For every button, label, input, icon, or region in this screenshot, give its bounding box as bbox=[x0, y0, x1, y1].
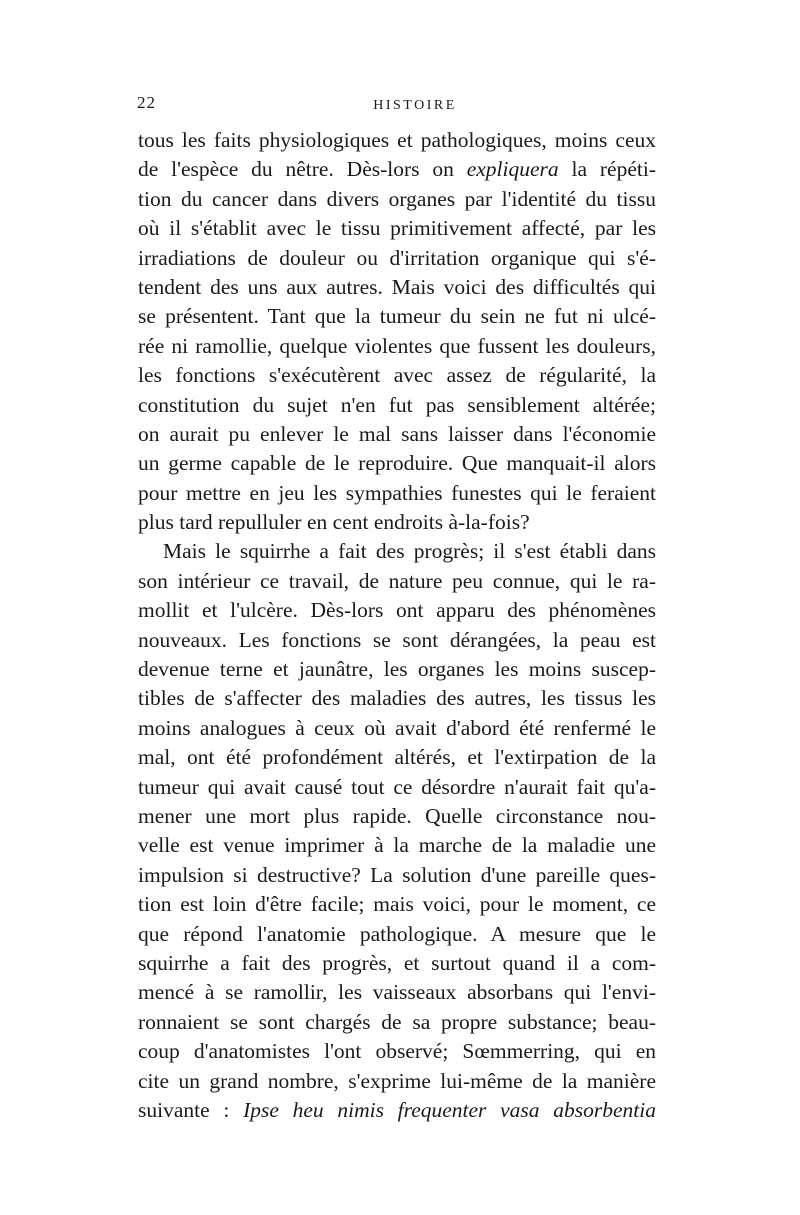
italic-text: Ipse heu nimis frequenter vasa absorbentia bbox=[243, 1097, 656, 1122]
line-text: tibles de s'affecter des maladies des autres, les tissus les bbox=[138, 686, 656, 711]
text-line bbox=[138, 978, 656, 1007]
text-line bbox=[138, 890, 656, 919]
line-text: un germe capable de le reproduire. Que manquait-il alors bbox=[138, 451, 656, 476]
line-text: Mais le squirrhe a fait des progrès; il s'est établi dans bbox=[163, 539, 656, 564]
text-line bbox=[138, 596, 656, 625]
text-line bbox=[138, 831, 656, 860]
text-line bbox=[138, 1008, 656, 1037]
page-number: 22 bbox=[137, 93, 156, 112]
text-line bbox=[138, 391, 656, 420]
line-text: se présentent. Tant que la tumeur du sein ne fut ni ulcé- bbox=[138, 304, 656, 329]
line-text-after: la répéti- bbox=[558, 157, 656, 182]
text-line bbox=[138, 479, 656, 508]
line-text: impulsion si destructive? La solution d'une pareille ques- bbox=[138, 862, 656, 887]
paragraph-container bbox=[138, 126, 656, 1125]
line-text: que répond l'anatomie pathologique. A mesure que le bbox=[138, 921, 656, 946]
line-text: constitution du sujet n'en fut pas sensiblement altérée; bbox=[138, 392, 656, 417]
text-line bbox=[138, 684, 656, 713]
line-text: tous les faits physiologiques et pathologiques, moins ceux bbox=[138, 128, 656, 152]
line-text: de l'espèce du nêtre. Dès-lors on bbox=[138, 157, 467, 182]
text-line bbox=[138, 302, 656, 331]
text-line bbox=[138, 861, 656, 890]
text-line bbox=[138, 244, 656, 273]
line-text: son intérieur ce travail, de nature peu connue, qui le ra- bbox=[138, 568, 656, 593]
text-line bbox=[138, 508, 656, 537]
line-text: mollit et l'ulcère. Dès-lors ont apparu des phénomènes bbox=[138, 598, 656, 623]
text-line bbox=[138, 185, 656, 214]
text-line bbox=[138, 1067, 656, 1096]
line-text: tumeur qui avait causé tout ce désordre n'aurait fait qu'a- bbox=[138, 774, 656, 799]
line-text: irradiations de douleur ou d'irritation organique qui s'é- bbox=[138, 245, 656, 270]
text-line bbox=[138, 449, 656, 478]
line-text: on aurait pu enlever le mal sans laisser dans l'économie bbox=[138, 421, 656, 446]
text-line bbox=[138, 626, 656, 655]
line-text: devenue terne et jaunâtre, les organes les moins suscep- bbox=[138, 657, 656, 682]
paragraph bbox=[138, 537, 656, 1125]
text-line bbox=[138, 214, 656, 243]
line-text: rée ni ramollie, quelque violentes que fussent les douleurs, bbox=[138, 333, 656, 358]
text-line bbox=[138, 273, 656, 302]
text-line bbox=[138, 126, 656, 155]
text-line bbox=[138, 361, 656, 390]
line-text: suivante : bbox=[138, 1097, 244, 1122]
text-line bbox=[138, 773, 656, 802]
text-line bbox=[138, 655, 656, 684]
line-text: nouveaux. Les fonctions se sont dérangées, la peau est bbox=[138, 627, 656, 652]
text-line bbox=[138, 1037, 656, 1066]
line-text: tion du cancer dans divers organes par l'identité du tissu bbox=[138, 186, 656, 211]
text-line bbox=[138, 537, 656, 566]
text-line bbox=[138, 1096, 656, 1125]
text-line bbox=[138, 743, 656, 772]
line-text: où il s'établit avec le tissu primitivement affecté, par les bbox=[138, 216, 656, 241]
line-text: coup d'anatomistes l'ont observé; Sœmmerring, qui en bbox=[138, 1039, 656, 1064]
text-line bbox=[138, 420, 656, 449]
italic-text: expliquera bbox=[466, 157, 559, 182]
line-text: tendent des uns aux autres. Mais voici des difficultés qui bbox=[138, 274, 656, 299]
body-text bbox=[138, 126, 656, 1125]
line-text: mencé à se ramollir, les vaisseaux absorbans qui l'envi- bbox=[138, 980, 656, 1005]
line-text: velle est venue imprimer à la marche de la maladie une bbox=[138, 833, 656, 858]
line-text: plus tard repulluler en cent endroits à-la-fois? bbox=[138, 510, 530, 535]
text-line bbox=[138, 567, 656, 596]
text-line bbox=[138, 714, 656, 743]
line-text: ronnaient se sont chargés de sa propre substance; beau- bbox=[138, 1009, 656, 1034]
line-text: tion est loin d'être facile; mais voici, pour le moment, ce bbox=[138, 892, 656, 917]
text-line bbox=[138, 155, 656, 184]
line-text: cite un grand nombre, s'exprime lui-même de la manière bbox=[138, 1068, 656, 1093]
running-title: HISTOIRE bbox=[373, 98, 457, 113]
line-text: mal, ont été profondément altérés, et l'extirpation de la bbox=[138, 745, 656, 770]
text-line bbox=[138, 802, 656, 831]
line-text: mener une mort plus rapide. Quelle circonstance nou- bbox=[138, 803, 656, 828]
text-line bbox=[138, 949, 656, 978]
line-text: pour mettre en jeu les sympathies funestes qui le feraient bbox=[138, 480, 656, 505]
line-text: moins analogues à ceux où avait d'abord été renfermé le bbox=[138, 715, 656, 740]
paragraph bbox=[138, 126, 656, 537]
text-line bbox=[138, 920, 656, 949]
line-text: les fonctions s'exécutèrent avec assez de régularité, la bbox=[138, 363, 656, 388]
line-text: squirrhe a fait des progrès, et surtout quand il a com- bbox=[138, 950, 656, 975]
text-line bbox=[138, 332, 656, 361]
